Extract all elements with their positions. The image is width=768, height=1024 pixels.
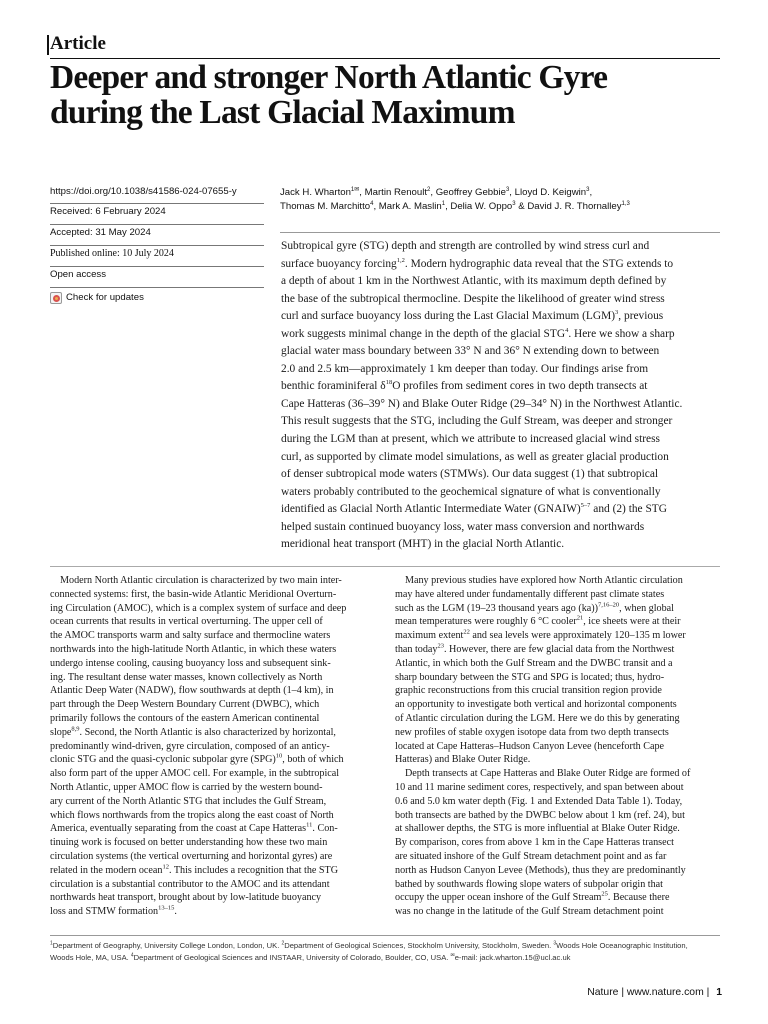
title-line-2: during the Last Glacial Maximum bbox=[50, 94, 515, 131]
footer-separator: | bbox=[621, 987, 625, 998]
text-line: $^1$Department of Geography, University College London, London, UK. $^2$Department of Geological Sciences, Stockholm University, Stockholm, Sweden. $^3$Woods Hole Oceanographic Institution, bbox=[50, 940, 688, 950]
text-line: Cape Hatteras (36–39° N) and Blake Outer Ridge (29–34° N) in the Northwest Atlantic. bbox=[281, 397, 683, 410]
text-line: related in the modern ocean$^{12}$. This includes a recognition that the STG bbox=[50, 863, 339, 876]
text-line: located at Cape Hatteras–Hudson Canyon Levee (henceforth Cape bbox=[395, 740, 665, 752]
text-line: ary current of the North Atlantic STG that includes the Gulf Stream, bbox=[50, 795, 327, 807]
text-line: connected systems: first, the basin-wide Atlantic Meridional Overturn- bbox=[50, 588, 337, 600]
text-line: than today$^{23}$. However, there are few glacial data from the Northwest bbox=[395, 642, 675, 655]
footer-separator: | bbox=[706, 987, 710, 998]
affiliation-marker: 1✉ bbox=[350, 186, 360, 193]
author-line: Thomas M. Marchitto$^4$, Mark A. Maslin$^1$, Delia W. Oppo$^3$ & David J. R. Thornalley$^{1,3}$ bbox=[280, 201, 630, 213]
text-line: new profiles of stable oxygen isotope data from two depth transects bbox=[395, 726, 669, 738]
text-line: of Atlantic circulation during the LGM. Here we do this by generating bbox=[395, 712, 680, 724]
text-line: This result suggests that the STG, including the Gulf Stream, was deeper and stronger bbox=[281, 415, 673, 428]
text-line: identified as Glacial North Atlantic Intermediate Water (GNAIW)$^{5-7}$ and (2) the STG bbox=[281, 502, 667, 516]
abstract-divider bbox=[280, 232, 720, 233]
text-line: loss and STMW formation$^{13-15}$. bbox=[50, 904, 177, 918]
text-line: which flows northwards from the tropics along the east coast of North bbox=[50, 809, 334, 821]
text-line: Atlantic Deep Water (NADW), flow southwards at depth (1–4 km), in bbox=[50, 685, 334, 697]
affiliation-marker: 1,3 bbox=[621, 201, 630, 208]
article-type-label: Article bbox=[50, 33, 106, 54]
affiliation-marker: 3 bbox=[512, 201, 516, 208]
accepted-date: Accepted: 31 May 2024 bbox=[50, 225, 264, 246]
citation-superscript: 1,2 bbox=[396, 256, 405, 264]
text-line: Hatteras) and Blake Outer Ridge. bbox=[395, 754, 531, 766]
citation-superscript: 4 bbox=[565, 326, 569, 334]
text-line: northwards heat transport, brought about by low-latitude buoyancy bbox=[50, 892, 322, 904]
citation-superscript: ✉ bbox=[450, 951, 455, 958]
citation-superscript: 8,9 bbox=[71, 725, 80, 733]
citation-superscript: 23 bbox=[437, 642, 444, 650]
text-line: 10 and 11 marine sediment cores, respectively, and span between about bbox=[395, 781, 684, 793]
text-line: also form part of the upper AMOC cell. For example, in the subtropical bbox=[50, 768, 340, 780]
text-line: benthic foraminiferal $\delta^{18}O$ profiles from sediment cores in two depth transects at bbox=[281, 379, 648, 393]
text-line: curl, as supported by climate model simulations, as well as greater glacial production bbox=[281, 450, 669, 463]
text-line: circulation systems (the vertical overturning and horizontal gyres) are bbox=[50, 850, 333, 862]
article-title bbox=[50, 60, 730, 130]
text-line: Atlantic, in which both the Gulf Stream and the DWBC transit and a bbox=[395, 657, 673, 669]
check-updates-label: Check for updates bbox=[66, 292, 144, 303]
affiliations-footnote bbox=[50, 940, 720, 963]
published-date: Published online: 10 July 2024 bbox=[50, 246, 264, 267]
affiliation-marker: 2 bbox=[427, 186, 431, 193]
page-number: 1 bbox=[716, 987, 722, 998]
author-name[interactable]: David J. R. Thornalley$^{1,3}$ bbox=[527, 201, 630, 213]
text-line: curl and surface buoyancy loss during the Last Glacial Maximum (LGM)$^3$, previous bbox=[281, 309, 664, 323]
text-line: maximum extent$^{22}$ and sea levels were approximately 120–135 m lower bbox=[395, 628, 686, 642]
text-line: the base of the subtropical thermocline. Despite the likelihood of greater wind stress bbox=[281, 292, 665, 305]
citation-superscript: 25 bbox=[601, 890, 608, 898]
text-line: north as Hudson Canyon Levee (Methods), thus they are predominantly bbox=[395, 864, 686, 876]
text-line: at shallower depths, the STG is more influential at Blake Outer Ridge. bbox=[395, 823, 680, 835]
journal-name: Nature bbox=[587, 987, 619, 998]
affiliation-marker: 3 bbox=[505, 186, 510, 193]
text-line: helped sustain continued buoyancy loss, water mass conversion and northwards bbox=[281, 520, 645, 533]
author-name[interactable]: Mark A. Maslin$^1$ bbox=[378, 201, 446, 213]
body-divider bbox=[50, 566, 720, 567]
doi-link[interactable]: https://doi.org/10.1038/s41586-024-07655-y bbox=[50, 184, 264, 204]
text-line: glacial water mass boundary between 33° N and 36° N extending down to between bbox=[281, 345, 660, 358]
text-line: predominantly wind-driven, gyre circulation, composed of an anticy- bbox=[50, 740, 330, 752]
affiliation-marker: 3 bbox=[586, 186, 590, 193]
author-line: Jack H. Wharton$^{1✉}$, Martin Renoult$^2$, Geoffrey Gebbie$^3$, Lloyd D. Keigwin$^3$, bbox=[280, 186, 593, 198]
received-date: Received: 6 February 2024 bbox=[50, 204, 264, 225]
citation-superscript: 12 bbox=[162, 863, 169, 871]
text-line: bathed by southwards flowing slope waters of subpolar origin that bbox=[395, 878, 663, 890]
text-line: circulation is a substantial contributor to the AMOC and its attendant bbox=[50, 878, 330, 890]
citation-superscript: 1 bbox=[50, 940, 53, 947]
affiliation-marker: 1 bbox=[441, 201, 446, 208]
text-line: may have altered under fundamentally different past climate states bbox=[395, 588, 665, 600]
author-name[interactable]: Delia W. Oppo$^3$ bbox=[450, 201, 516, 213]
text-line: are situated inshore of the Gulf Stream detachment point and as far bbox=[395, 850, 667, 862]
text-line: part through the Deep Western Boundary Current (DWBC), which bbox=[50, 699, 320, 711]
text-line: slope$^{8,9}$. Second, the North Atlantic is also characterized by horizontal, bbox=[50, 725, 336, 738]
text-line: of denser subtropical mode waters (STMWs). Our data suggest (1) that subtropical bbox=[281, 468, 659, 481]
citation-superscript: 11 bbox=[306, 821, 313, 829]
text-line: North Atlantic, upper AMOC flow is carried by the western bound- bbox=[50, 781, 323, 793]
text-line: both transects are bathed by the DWBC below about 1 km (ref. 24), but bbox=[395, 809, 685, 821]
author-name[interactable]: Lloyd D. Keigwin$^3$ bbox=[514, 186, 590, 198]
author-list bbox=[280, 186, 720, 214]
text-line: meridional heat transport (MHT) in the glacial North Atlantic. bbox=[281, 538, 565, 551]
citation-superscript: 3 bbox=[553, 940, 557, 947]
check-updates-button[interactable] bbox=[50, 288, 264, 309]
footnote-divider bbox=[50, 935, 720, 936]
citation-superscript: 4 bbox=[130, 951, 134, 958]
text-line: Woods Hole, MA, USA. $^4$Department of Geological Sciences and INSTAAR, University of Colorado, Boulder, CO, USA. ✉e-mail: jack.wharton.15@ucl.ac.uk bbox=[50, 951, 571, 962]
title-line-1: Deeper and stronger North Atlantic Gyre bbox=[50, 59, 608, 96]
text-line: tinuing work is focused on better understanding how these two main bbox=[50, 837, 328, 849]
body-column-right bbox=[395, 574, 727, 919]
open-access-label: Open access bbox=[50, 267, 264, 288]
text-line: 0.6 and 5.0 km water depth (Fig. 1 and Extended Data Table 1). Today, bbox=[395, 795, 683, 807]
author-name[interactable]: Thomas M. Marchitto$^4$ bbox=[280, 201, 374, 213]
text-line: By comparison, cores from above 1 km in the Cape Hatteras transect bbox=[395, 837, 674, 849]
journal-site-link[interactable]: www.nature.com bbox=[626, 987, 704, 998]
text-line: primarily follows the contours of the eastern American continental bbox=[50, 712, 320, 724]
text-line: ocean currents that results in vertical overturning. The upper cell of bbox=[50, 616, 323, 628]
text-line: Depth transects at Cape Hatteras and Blake Outer Ridge are formed of bbox=[405, 768, 691, 780]
author-name[interactable]: Geoffrey Gebbie$^3$ bbox=[435, 186, 510, 198]
text-line: an opportunity to investigate both vertical and horizontal components bbox=[395, 699, 677, 711]
page-footer bbox=[587, 987, 722, 998]
text-line: Many previous studies have explored how North Atlantic circulation bbox=[405, 575, 683, 586]
citation-superscript: 18 bbox=[385, 379, 393, 387]
text-line: ing. The resultant dense water masses, known collectively as North bbox=[50, 671, 323, 683]
author-name[interactable]: Jack H. Wharton$^{1✉}$ bbox=[280, 186, 360, 198]
text-line: undergo intense cooling, causing buoyancy loss and subsequent sink- bbox=[50, 657, 331, 669]
citation-superscript: 22 bbox=[463, 628, 470, 636]
citation-superscript: 5–7 bbox=[580, 502, 591, 510]
text-line: Modern North Atlantic circulation is characterized by two main inter- bbox=[60, 575, 342, 586]
text-line: during the LGM than at present, which we attribute to increased glacial wind stress bbox=[281, 433, 660, 446]
text-line: graphic reconstructions from this crucial transition region provide bbox=[395, 685, 662, 697]
citation-superscript: 3 bbox=[615, 309, 619, 317]
affiliation-marker: 4 bbox=[370, 201, 374, 208]
check-for-updates-icon bbox=[50, 292, 62, 304]
text-line: clonic STG and the quasi-cyclonic subpolar gyre (SPG)$^{10}$, both of which bbox=[50, 752, 344, 766]
text-line: surface buoyancy forcing$^{1,2}$. Modern hydrographic data reveal that the STG extends to bbox=[281, 256, 674, 270]
article-meta bbox=[50, 184, 264, 309]
citation-superscript: 21 bbox=[576, 615, 584, 623]
text-line: waters probably contributed to the geochemical signature of what is conventionally bbox=[281, 485, 661, 498]
citation-superscript: 7,16–20 bbox=[598, 601, 620, 609]
text-line: such as the LGM (19–23 thousand years ago (ka))$^{7,16-20}$, when global bbox=[395, 601, 674, 614]
text-line: the AMOC transports warm and salty surface and thermocline waters bbox=[50, 630, 331, 642]
body-column-left bbox=[50, 574, 382, 919]
text-line: ing Circulation (AMOC), which is a complex system of surface and deep bbox=[50, 602, 347, 614]
citation-superscript: 10 bbox=[275, 752, 283, 760]
author-name[interactable]: Martin Renoult$^2$ bbox=[364, 186, 431, 198]
text-line: mean temperatures were roughly 6 °C cooler$^{21}$, ice sheets were at their bbox=[395, 615, 681, 628]
text-line: northwards into the high-latitude North Atlantic, in which these waters bbox=[50, 643, 337, 655]
text-line: 2.0 and 2.5 km—approximately 1 km deeper than today. Our findings arise from bbox=[281, 362, 649, 375]
citation-superscript: 2 bbox=[281, 940, 285, 947]
text-line: work suggests minimal change in the depth of the glacial STG$^4$. Here we show a sharp bbox=[281, 326, 675, 340]
text-line: was no change in the latitude of the Gulf Stream detachment point bbox=[395, 906, 664, 918]
citation-superscript: 13–15 bbox=[158, 904, 175, 912]
text-line: America, eventually separating from the coast at Cape Hatteras$^{11}$. Con- bbox=[50, 821, 338, 835]
abstract bbox=[281, 238, 721, 554]
text-line: a depth of about 1 km in the Northwest Atlantic, with its maximum depth defined by bbox=[281, 275, 667, 288]
header-accent-bar bbox=[47, 35, 49, 55]
text-line: occupy the upper ocean inshore of the Gulf Stream$^{25}$. Because there bbox=[395, 890, 670, 904]
text-line: sharp boundary between the STG and SPG is located; thus, hydro- bbox=[395, 671, 665, 683]
text-line: Subtropical gyre (STG) depth and strength are controlled by wind stress curl and bbox=[281, 240, 650, 252]
